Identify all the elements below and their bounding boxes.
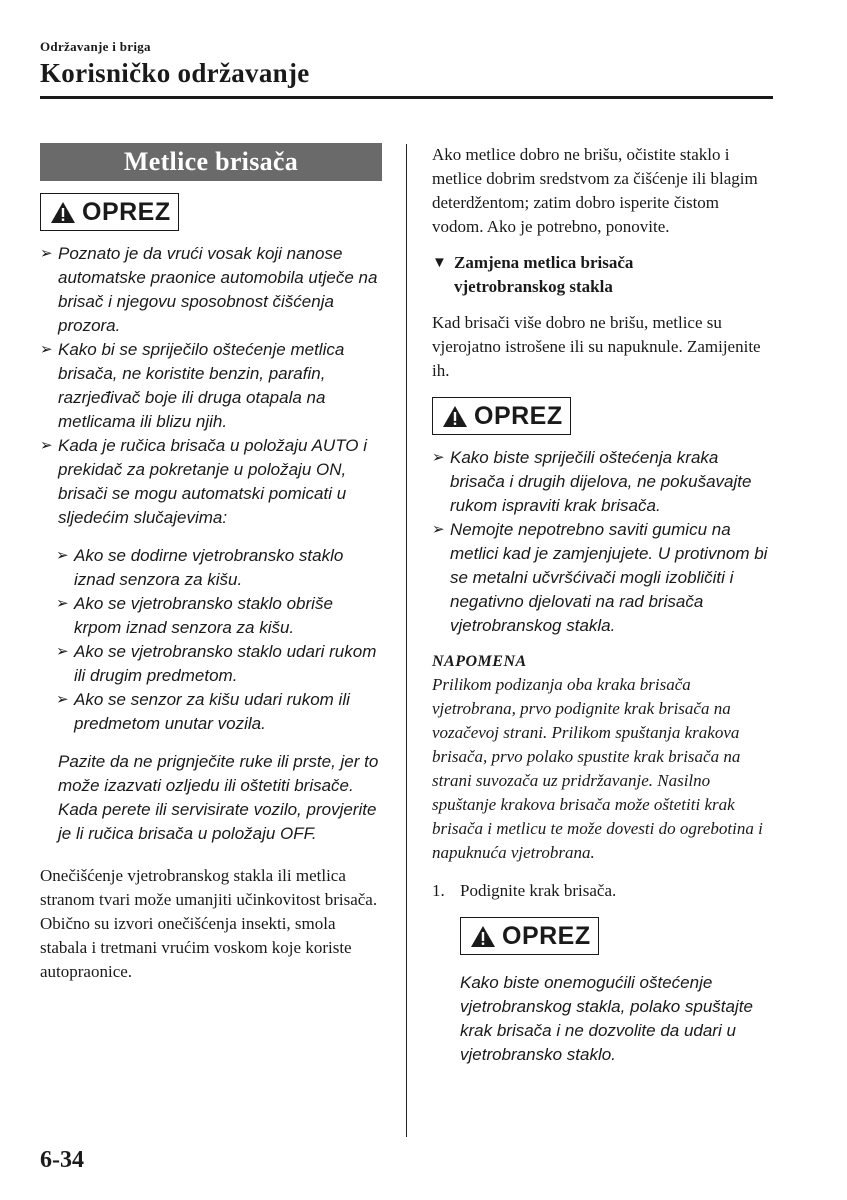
page-number: 6-34: [40, 1147, 84, 1173]
warning-triangle-icon: [50, 201, 76, 224]
breadcrumb: Održavanje i briga: [40, 39, 151, 54]
list-item: ➢ Ako se dodirne vjetrobransko staklo iznad senzora za kišu.: [56, 546, 344, 589]
step-item: [432, 879, 772, 903]
arrow-bullet-icon: ➢: [40, 341, 53, 358]
list-item: ➢ Nemojte nepotrebno saviti gumicu na metlici kad je zamjenjujete. U protivnom bi se metalni učvršćivači mogli izobličiti i negativno djelovati na rad brisača vjetrobranskog stakla.: [432, 520, 768, 635]
caution-list: [40, 242, 382, 530]
list-item: ➢ Kada je ručica brisača u položaju AUTO i prekidač za pokretanje u položaju ON, brisači se mogu automatski pomicati u sljedećim slučajevima:: [40, 436, 367, 527]
left-column: [40, 143, 382, 984]
list-item: ➢ Ako se senzor za kišu udari rukom ili predmetom unutar vozila.: [56, 690, 350, 733]
warning-triangle-icon: [442, 405, 468, 428]
replace-paragraph: Kad brisači više dobro ne brišu, metlice su vjerojatno istrošene ili su napuknule. Zamijenite ih.: [432, 313, 761, 380]
arrow-bullet-icon: ➢: [56, 643, 69, 660]
column-divider: [406, 144, 407, 1137]
caution-box: [432, 397, 571, 435]
caution-list: [432, 446, 772, 638]
list-item: ➢ Kako bi se spriječilo oštećenje metlica brisača, ne koristite benzin, parafin, razrjeđivač boje ili druga otapala na metlicama ili blizu njih.: [40, 340, 345, 431]
triangle-down-icon: ▼: [432, 255, 447, 271]
caution-label: OPREZ: [82, 197, 171, 226]
page-title: Korisničko održavanje: [40, 58, 310, 88]
arrow-bullet-icon: ➢: [56, 595, 69, 612]
note-title: NAPOMENA: [432, 653, 527, 670]
subheading-line: vjetrobranskog stakla: [454, 277, 613, 296]
arrow-bullet-icon: ➢: [432, 449, 445, 466]
step-text: Podignite krak brisača.: [460, 881, 617, 900]
list-item: ➢ Ako se vjetrobransko staklo obriše krpom iznad senzora za kišu.: [56, 594, 333, 637]
caution-box: [460, 917, 599, 955]
intro-paragraph: Ako metlice dobro ne brišu, očistite staklo i metlice dobrim sredstvom za čišćenje ili blagim deterdžentom; zatim dobro isperite čistom vodom. Ako je potrebno, ponovite.: [432, 145, 758, 236]
caution-label: OPREZ: [474, 401, 563, 430]
caution-text: Kako biste onemogućili oštećenje vjetrobranskog stakla, polako spuštajte krak brisača i ne dozvolite da udari u vjetrobransko staklo.: [460, 973, 753, 1064]
step-number: 1.: [432, 881, 445, 900]
header-rule: [40, 96, 773, 99]
arrow-bullet-icon: ➢: [40, 437, 53, 454]
caution-note: Pazite da ne prignječite ruke ili prste, jer to može izazvati ozljedu ili oštetiti brisače. Kada perete ili servisirate vozilo, provjerite je li ručica brisača u položaju OFF.: [58, 752, 379, 843]
arrow-bullet-icon: ➢: [56, 547, 69, 564]
caution-label: OPREZ: [502, 921, 591, 950]
warning-triangle-icon: [470, 925, 496, 948]
note-text: Prilikom podizanja oba kraka brisača vjetrobrana, prvo podignite krak brisača na vozačevoj strani. Prilikom spuštanja krakova brisača, prvo polako spustite krak brisača na strani suvozača uz pridržavanje. Nasilno spuštanje krakova brisača može oštetiti krak brisača i metlicu te može dovesti do ogrebotina i napuknuća vjetrobrana.: [432, 675, 763, 862]
subheading: [432, 251, 772, 299]
arrow-bullet-icon: ➢: [40, 245, 53, 262]
subheading-line: Zamjena metlica brisača: [454, 253, 634, 272]
caution-box: [40, 193, 179, 231]
arrow-bullet-icon: ➢: [56, 691, 69, 708]
caution-sublist: [56, 544, 382, 736]
list-item: ➢ Poznato je da vrući vosak koji nanose automatske praonice automobila utječe na brisač i njegovu sposobnost čišćenja prozora.: [40, 244, 378, 335]
right-column: [432, 143, 772, 1067]
list-item: ➢ Ako se vjetrobransko staklo udari rukom ili drugim predmetom.: [56, 642, 377, 685]
body-paragraph: Onečišćenje vjetrobranskog stakla ili metlica stranom tvari može umanjiti učinkovitost brisača. Obično su izvori onečišćenja insekti, smola stabala i tretmani vrućim voskom koje koriste autopraonice.: [40, 866, 378, 981]
section-heading: Metlice brisača: [40, 143, 382, 181]
arrow-bullet-icon: ➢: [432, 521, 445, 538]
list-item: ➢ Kako biste spriječili oštećenja kraka brisača i drugih dijelova, ne pokušavajte rukom ispraviti krak brisača.: [432, 448, 752, 515]
